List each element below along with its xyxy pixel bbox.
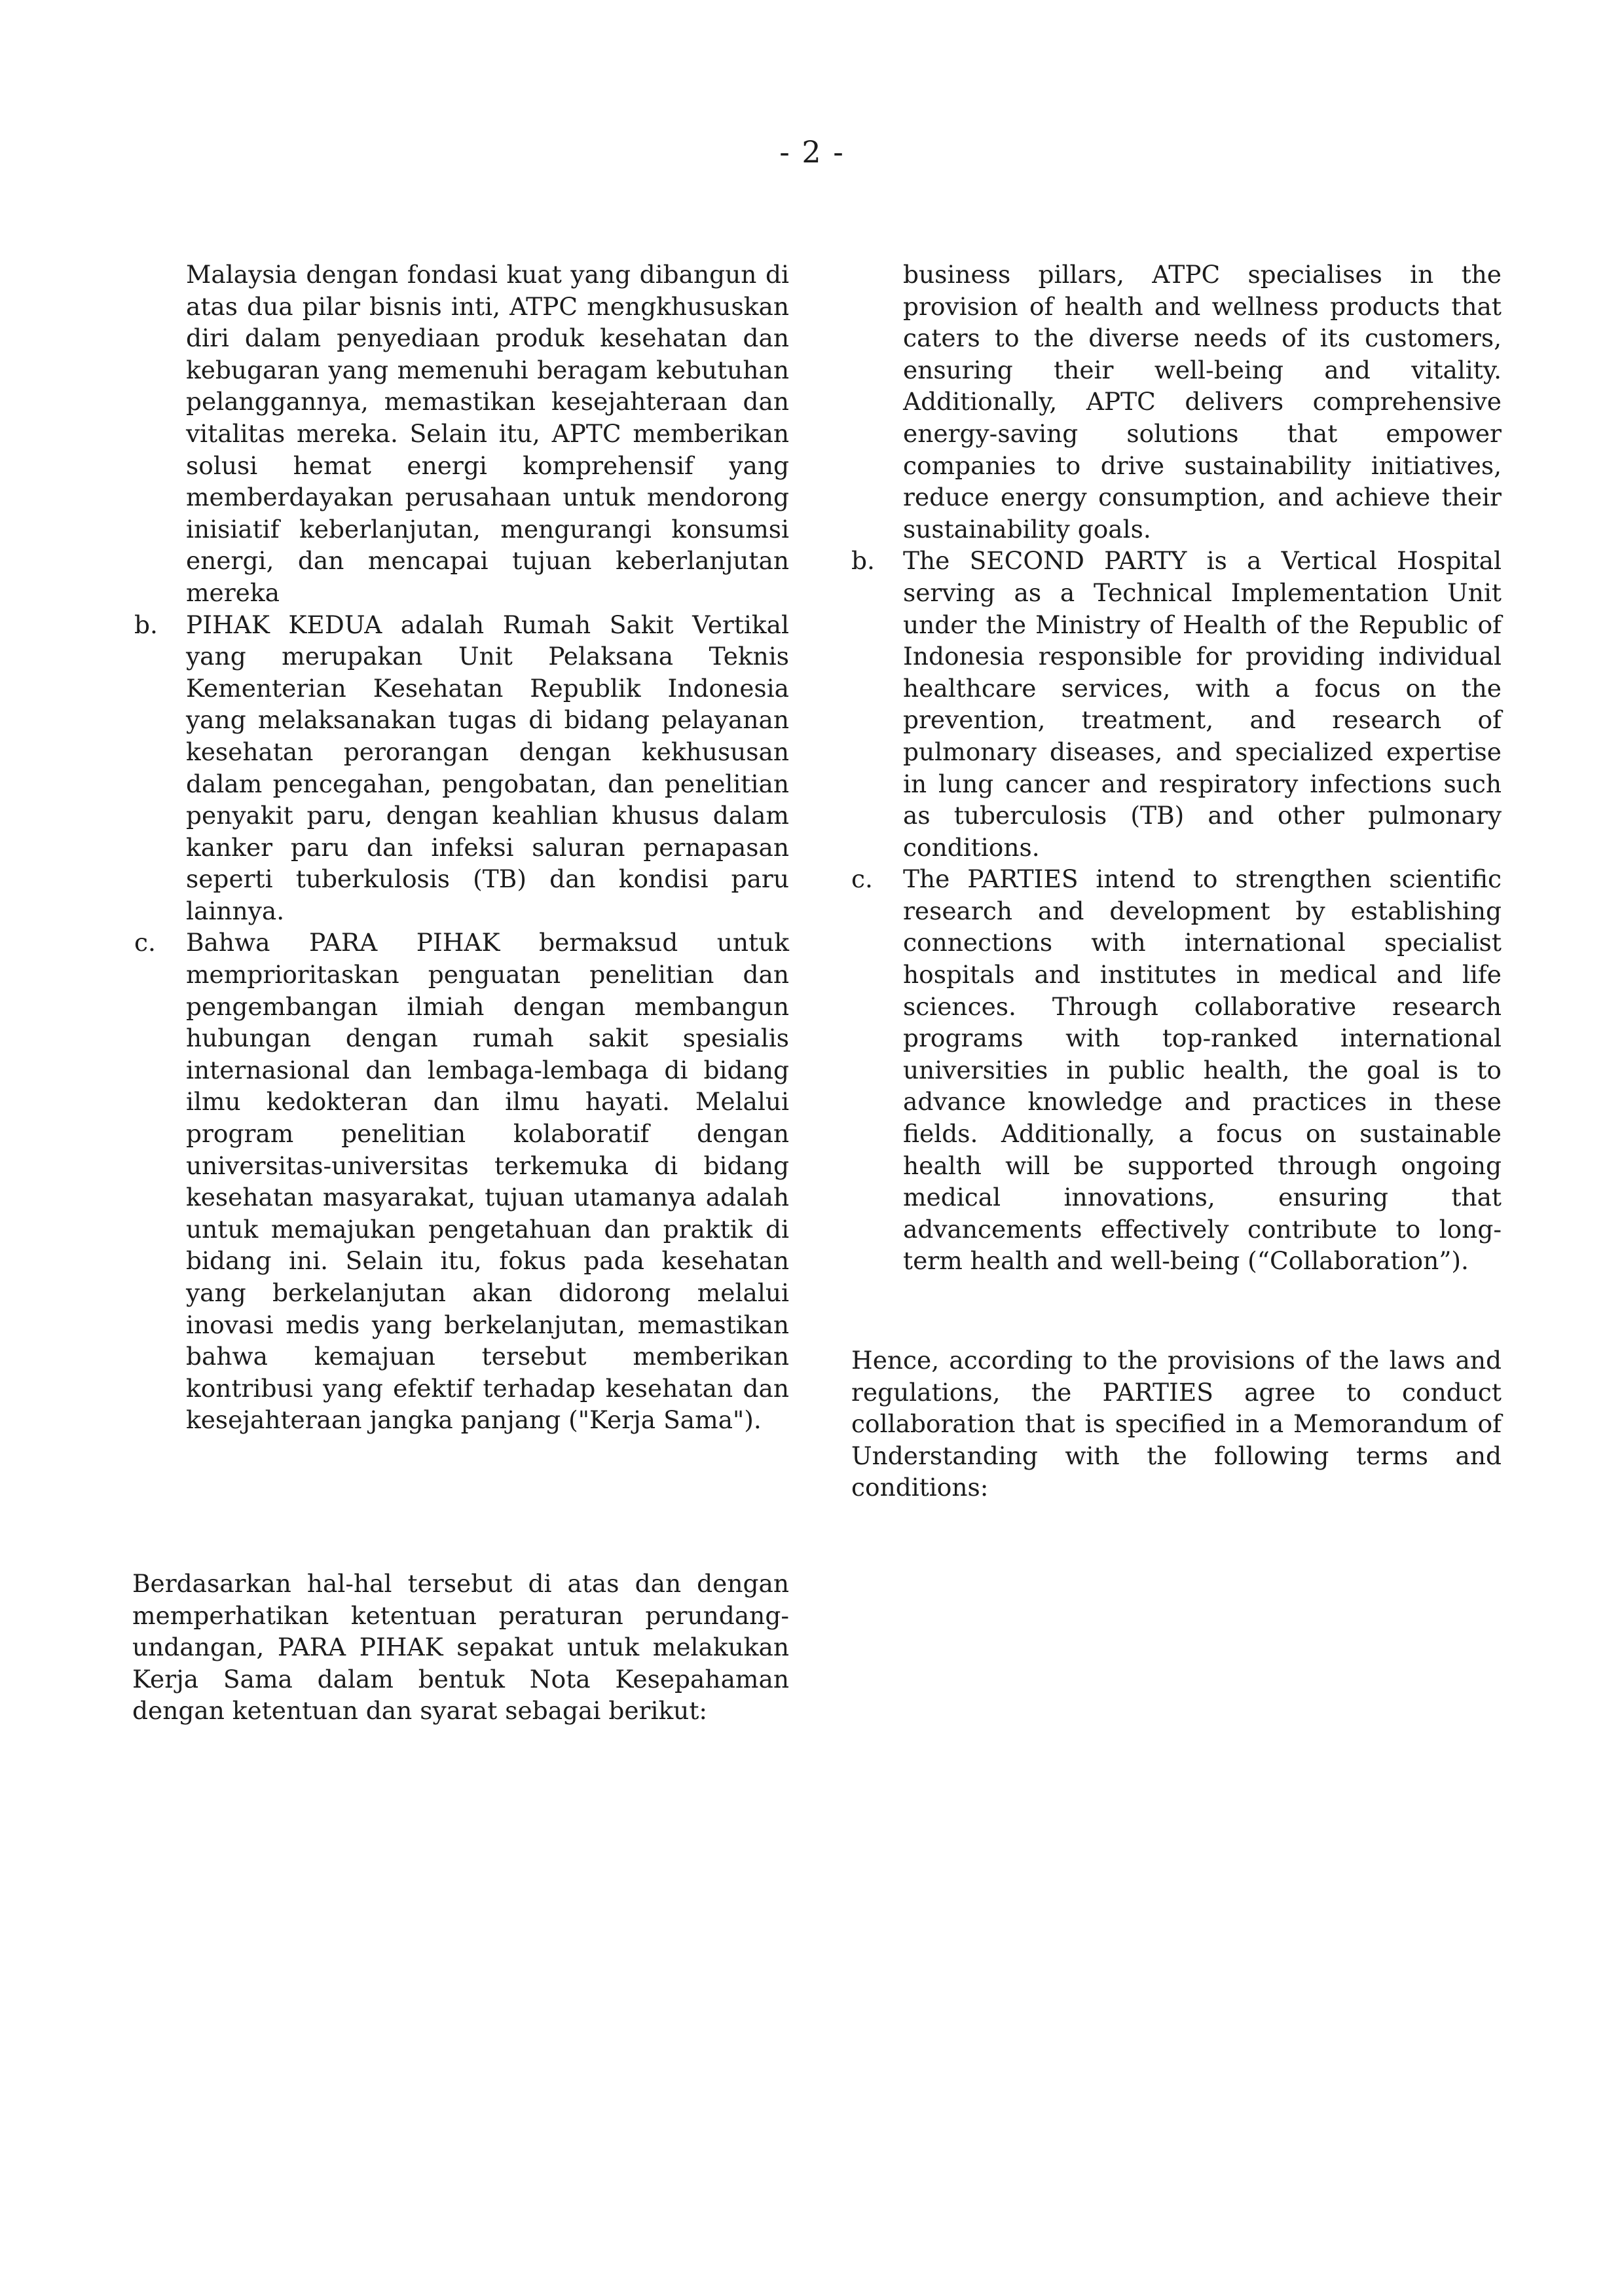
right-recital-b <box>851 545 1502 863</box>
left-recital-b-text: PIHAK KEDUA adalah Rumah Sakit Vertikal yang merupakan Unit Pelaksana Teknis Kementerian Kesehatan Republik Indonesia yang melaksanakan tugas di bidang pelayanan kesehatan perorangan dengan kekhususan dalam pencegahan, pengobatan, dan penelitian penyakit paru, dengan keahlian khusus dalam kanker paru dan infeksi saluran pernapasan seperti tuberkulosis (TB) dan kondisi paru lainnya. <box>186 610 789 925</box>
left-recital-c <box>134 927 789 1436</box>
left-recital-c-text: Bahwa PARA PIHAK bermaksud untuk memprioritaskan penguatan penelitian dan pengembangan ilmiah dengan membangun hubungan dengan rumah sakit spesialis internasional dan lembaga-lembaga di bidang ilmu kedokteran dan ilmu hayati. Melalui program penelitian kolaboratif dengan universitas-universitas terkemuka di bidang kesehatan masyarakat, tujuan utamanya adalah untuk memajukan pengetahuan dan praktik di bidang ini. Selain itu, fokus pada kesehatan yang berkelanjutan akan didorong melalui inovasi medis yang berkelanjutan, memastikan bahwa kemajuan tersebut memberikan kontribusi yang efektif terhadap kesehatan dan kesejahteraan jangka panjang ("Kerja Sama"). <box>186 928 789 1435</box>
left-closing-paragraph: Berdasarkan hal-hal tersebut di atas dan dengan memperhatikan ketentuan peraturan perundang-undangan, PARA PIHAK sepakat untuk melakukan Kerja Sama dalam bentuk Nota Kesepahaman dengan ketentuan dan syarat sebagai berikut: <box>132 1569 789 1726</box>
right-recital-a-continuation: business pillars, ATPC specialises in the provision of health and wellness products that caters to the diverse needs of its customers, ensuring their well-being and vitality. Additionally, APTC delivers comprehensive energy-saving solutions that empower companies to drive sustainability initiatives, reduce energy consumption, and achieve their sustainability goals. <box>903 260 1502 544</box>
right-recital-c-marker: c. <box>851 864 873 894</box>
right-recital-b-marker: b. <box>851 546 875 576</box>
right-recital-b-text: The SECOND PARTY is a Vertical Hospital serving as a Technical Implementation Unit under the Ministry of Health of the Republic of Indonesia responsible for providing individual healthcare services, with a focus on the prevention, treatment, and research of pulmonary diseases, and specialized expertise in lung cancer and respiratory infections such as tuberculosis (TB) and other pulmonary conditions. <box>903 546 1502 862</box>
left-column-indonesian <box>134 259 789 1436</box>
left-recital-c-marker: c. <box>134 928 156 957</box>
right-column-english <box>851 259 1502 1277</box>
right-recital-c <box>851 863 1502 1277</box>
page-number: - 2 - <box>779 134 845 170</box>
left-recital-a-continuation: Malaysia dengan fondasi kuat yang dibangun di atas dua pilar bisnis inti, ATPC mengkhususkan diri dalam penyediaan produk kesehatan dan kebugaran yang memenuhi beragam kebutuhan pelanggannya, memastikan kesejahteraan dan vitalitas mereka. Selain itu, APTC memberikan solusi hemat energi komprehensif yang memberdayakan perusahaan untuk mendorong inisiatif keberlanjutan, mengurangi konsumsi energi, dan mencapai tujuan keberlanjutan mereka <box>186 260 789 607</box>
left-recital-b <box>134 609 789 927</box>
left-recital-b-marker: b. <box>134 610 158 639</box>
right-recital-c-text: The PARTIES intend to strengthen scientific research and development by establishing connections with international specialist hospitals and institutes in medical and life sciences. Through collaborative research programs with top-ranked international universities in public health, the goal is to advance knowledge and practices in these fields. Additionally, a focus on sustainable health will be supported through ongoing medical innovations, ensuring that advancements effectively contribute to long-term health and well-being (“Collaboration”). <box>903 864 1502 1276</box>
right-closing-paragraph: Hence, according to the provisions of the laws and regulations, the PARTIES agree to conduct collaboration that is specified in a Memorandum of Understanding with the following terms and conditions: <box>851 1346 1502 1502</box>
